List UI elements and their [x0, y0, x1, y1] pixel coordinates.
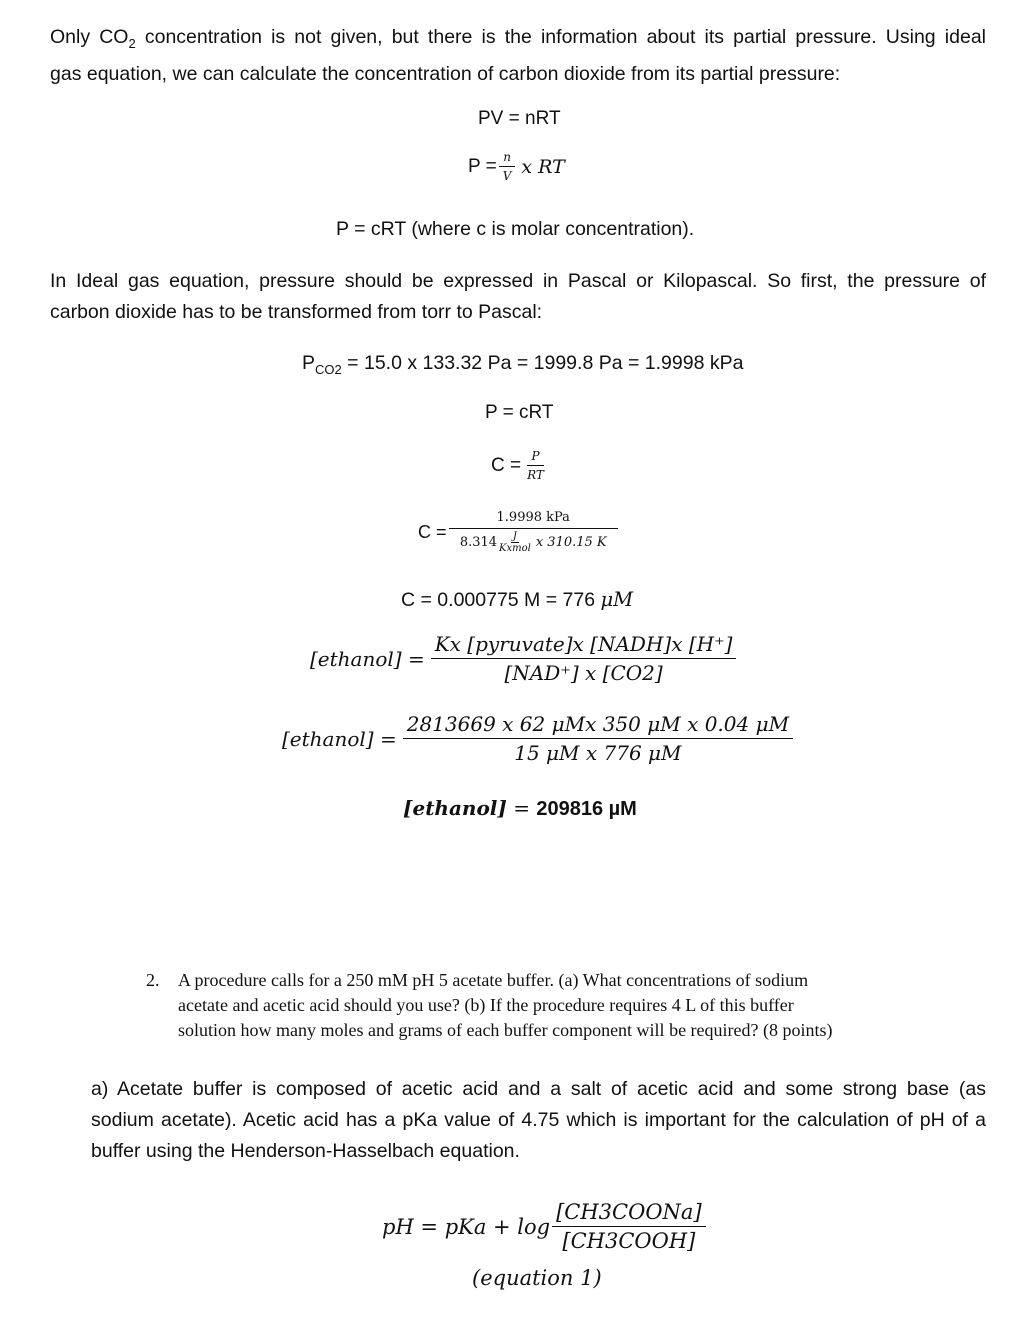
- fraction-v: V: [502, 169, 512, 183]
- equation-pv-nrt: PV = nRT: [478, 108, 561, 129]
- ethanol1-lhs: [ethanol] =: [310, 646, 425, 671]
- intro-line1-rest: concentration is not given, but there is the information about its partial pressure. Using ideal: [135, 26, 986, 48]
- fraction-ethanol-formula: [431, 632, 737, 685]
- fraction-c-numeric: [449, 510, 618, 554]
- answer-a-line1: a) Acetate buffer is composed of acetic acid and a salt of acetic acid and some strong base (as: [91, 1078, 986, 1100]
- hh-denominator: [CH3COOH]: [562, 1229, 696, 1253]
- intro-line2: gas equation, we can calculate the concentration of carbon dioxide from its partial pressure:: [50, 62, 841, 85]
- eq-c2-lhs: C =: [418, 521, 447, 542]
- eq-p-rhs: x RT: [521, 155, 565, 178]
- answer-a-line3: buffer using the Henderson-Hasselbach equation.: [91, 1140, 520, 1162]
- equation-label: (equation 1): [472, 1266, 602, 1290]
- ethanol2-numerator: 2813669 x 62 μMx 350 μM x 0.04 μM: [403, 712, 793, 739]
- equation-ethanol-result: [403, 796, 637, 821]
- fraction-n-over-v: [499, 150, 516, 183]
- answer-a-line2: sodium acetate). Acetic acid has a pKa value of 4.75 which is important for the calculation of pH of a: [91, 1109, 986, 1131]
- eq-p-lhs: P =: [468, 155, 497, 177]
- intro-paragraph: [50, 22, 986, 90]
- ethanol-result-equals: =: [506, 796, 537, 820]
- ethanol1-denominator: [NAD⁺] x [CO2]: [504, 661, 663, 685]
- ethanol1-numerator: Kx [pyruvate]x [NADH]x [H⁺]: [431, 632, 737, 659]
- c-result-text: C = 0.000775 M = 776: [401, 589, 601, 611]
- answer-a-paragraph: [91, 1074, 986, 1167]
- pressure-line1: In Ideal gas equation, pressure should be expressed in Pascal or Kilopascal. So first, the pressure of: [50, 270, 986, 292]
- pressure-paragraph: [50, 266, 986, 328]
- den-rest: x 310.15 K: [535, 535, 607, 550]
- ethanol2-denominator: 15 μM x 776 μM: [514, 741, 682, 765]
- equation-p-n-over-v: [468, 150, 565, 183]
- hh-lhs: pH = pKa + log: [382, 1214, 551, 1239]
- equation-c-p-over-rt: [491, 449, 548, 482]
- ethanol-result-value: 209816 µM: [536, 798, 637, 820]
- hh-numerator: [CH3COONa]: [552, 1200, 706, 1227]
- pressure-line2: carbon dioxide has to be transformed from torr to Pascal:: [50, 301, 543, 323]
- question-text: [178, 968, 926, 1043]
- equation-ethanol-numeric: [282, 712, 793, 765]
- fraction-c-denominator: [456, 529, 611, 554]
- c-result-unit: μM: [600, 588, 634, 611]
- pco2-conversion: [302, 352, 743, 377]
- fraction-p: P: [527, 449, 543, 466]
- fraction-n: n: [499, 150, 515, 167]
- eq-c-lhs: C =: [491, 454, 522, 476]
- fraction-p-over-rt: [523, 449, 548, 482]
- fraction-hh: [552, 1200, 706, 1253]
- question-line2: acetate and acetic acid should you use? (b) If the procedure requires 4 L of this buffer: [178, 995, 794, 1015]
- fraction-rt: RT: [527, 468, 544, 482]
- den-8314: 8.314: [459, 535, 498, 550]
- question-line1: A procedure calls for a 250 mM pH 5 acetate buffer. (a) What concentrations of sodium: [178, 970, 809, 990]
- pco2-subscript: CO2: [315, 361, 342, 377]
- fraction-j: J: [512, 531, 517, 542]
- question-number: 2.: [146, 970, 160, 990]
- equation-c-numeric: [418, 510, 618, 554]
- ethanol2-lhs: [ethanol] =: [282, 726, 397, 751]
- co2-subscript: 2: [128, 35, 136, 51]
- ethanol-result-lhs: [ethanol]: [403, 796, 507, 820]
- equation-c-result: [401, 588, 633, 612]
- equation-p-crt: P = cRT: [485, 402, 554, 423]
- henderson-hasselbach-equation: [382, 1200, 706, 1253]
- question-2: [146, 968, 926, 1043]
- intro-line1: Only CO: [50, 26, 129, 48]
- pco2-p: P: [302, 352, 316, 374]
- fraction-c-numerator: 1.9998 kPa: [449, 510, 618, 529]
- question-line3: solution how many moles and grams of each buffer component will be required? (8 points): [178, 1020, 833, 1040]
- fraction-ethanol-numeric: [403, 712, 793, 765]
- fraction-kxmol: Kxmol: [499, 543, 531, 554]
- pco2-rest: = 15.0 x 133.32 Pa = 1999.8 Pa = 1.9998 kPa: [341, 352, 744, 374]
- equation-p-crt-explained: P = cRT (where c is molar concentration).: [336, 218, 695, 240]
- fraction-j-over-kxmol: [497, 531, 533, 554]
- equation-ethanol-formula: [310, 632, 736, 685]
